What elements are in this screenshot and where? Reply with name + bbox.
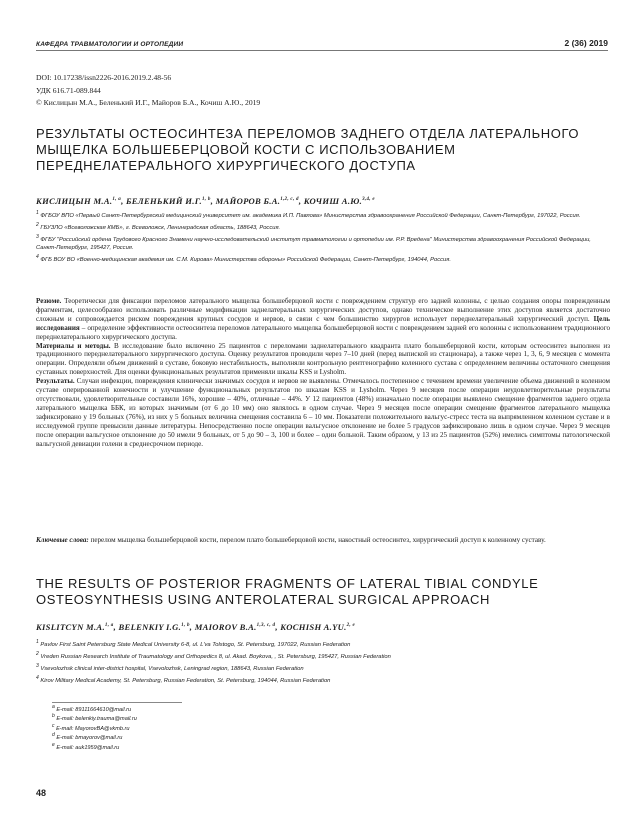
author-name: КИСЛИЦЫН М.А.	[36, 196, 113, 206]
affiliation: $^3$ Vsevolozhsk clinical inter-district hospital, Vsevolozhsk, Leningrad region, 188643, Russian Federation	[36, 663, 304, 672]
affiliation: $^1$ ФГБОУ ВПО «Первый Санкт-Петербургский медицинский университет им. академика И.П. Павлова» Министерства здравоохранения Российской Федерации, Санкт-Петербург, 197022, Россия.	[36, 210, 581, 219]
author-name: БЕЛЕНЬКИЙ И.Г.	[125, 196, 202, 206]
affiliation: $^2$ ГБУЗЛО «Всеволожская КМБ», г. Всеволожск, Ленинградская область, 188643, Россия.	[36, 221, 281, 231]
author-sup: 1, a	[104, 623, 114, 629]
affiliation: $^1$ Pavlov First Saint Petersburg State Medical University 6-8, ul. L'va Tolstogo, St. Petersburg, 197022, Russian Federation	[36, 639, 351, 648]
email-line: $^a$ E-mail: 89111664610@mail.ru	[52, 704, 132, 713]
affiliation: $^2$ Vreden Russian Research Institute of Traumatology and Orthopedics 8, ul. Akad. Boykova, , St. Petersburg, 195427, Russian Federation	[36, 651, 391, 660]
author-name: KOCHISH A.YU.	[280, 622, 347, 632]
author-sup: 1, a	[112, 197, 122, 203]
affiliation: $^4$ ФГБ ВОУ ВО «Военно-медицинская академия им. С.М. Кирова» Министерства обороны» Российской Федерации, Санкт-Петербург, 194044, Россия.	[36, 254, 451, 264]
keywords-label: Ключевые слова:	[36, 536, 89, 544]
keywords	[36, 536, 610, 545]
article-meta	[36, 72, 260, 110]
author-name: KISLITCYN M.A.	[36, 622, 105, 632]
header-section: КАФЕДРА ТРАВМАТОЛОГИИ И ОРТОПЕДИИ	[36, 41, 184, 48]
authors-russian: КИСЛИЦЫН М.А.$^{1, a}$, БЕЛЕНЬКИЙ И.Г.$^{1, b}$, МАЙОРОВ Б.А.$^{1,2, c, d}$, КОЧИШ А.Ю.$^{3,4, e}$	[36, 196, 375, 206]
email-line: $^d$ E-mail: bmayorov@mail.ru	[52, 732, 123, 742]
header-issue: 2 (36) 2019	[564, 38, 608, 48]
doi: DOI: 10.17238/issn2226-2016.2019.2.48-56	[36, 73, 172, 82]
running-header	[36, 34, 608, 51]
footnote-divider	[52, 702, 182, 703]
authors-english: KISLITCYN M.A.$^{1, a}$, BELENKIY I.G.$^{1, b}$, MAIOROV B.A.$^{1,3, c, d}$, KOCHISH A.YU.$^{2, e}$	[36, 622, 356, 632]
affiliations-english	[36, 640, 610, 688]
author-name: MAIOROV B.A.	[194, 622, 257, 632]
author-sup: 1,2, c, d	[280, 197, 299, 203]
udc: УДК 616.71-089.844	[36, 85, 101, 95]
email-line: $^e$ E-mail: auk1959@mail.ru	[52, 741, 120, 751]
keywords-text: перелом мыщелка большеберцовой кости, перелом плато большеберцовой кости, накостный остеосинтез, хирургический доступ к коленному суставу.	[88, 536, 546, 544]
author-sup: 1,3, c, d	[256, 623, 276, 629]
author-sup: 1, b	[181, 623, 190, 629]
email-line: $^b$ E-mail: belenkiy.trauma@mail.ru	[52, 713, 137, 723]
author-sup: 3,4, e	[362, 197, 375, 203]
abstract-summary: Резюме. Теоретически для фиксации переломов латерального мыщелка большеберцовой кости с повреждением структур его задней колонны, с целью создания опоры поврежденным фрагментам, целесообразно использовать различные модификации заднелатеральных хирургических доступов, однако техническое выполнение этих доступов является достаточно сложным и сопровождается риском повреждения крупных сосудов и нервов, в связи с чем большинство хирургов использует переднелатеральный хирургический доступ. Цель исследования – определение эффективности остеосинтеза переломов латерального мыщелка большеберцовой кости с повреждением задней его колонны с использованием традиционного переднелатерального хирургического доступа.	[36, 297, 610, 341]
copyright: © Кислицын М.А., Беленький И.Г., Майоров Б.А., Кочиш А.Ю., 2019	[36, 98, 261, 107]
abstract	[36, 297, 610, 448]
title-russian: РЕЗУЛЬТАТЫ ОСТЕОСИНТЕЗА ПЕРЕЛОМОВ ЗАДНЕГО ОТДЕЛА ЛАТЕРАЛЬНОГО МЫЩЕЛКА БОЛЬШЕБЕРЦОВОЙ КОСТИ С ИСПОЛЬЗОВАНИЕМ ПЕРЕДНЕЛАТЕРАЛЬНОГО ХИРУРГИЧЕСКОГО ДОСТУПА	[36, 126, 580, 173]
affiliations-russian	[36, 212, 610, 268]
author-sup: 2, e	[346, 623, 356, 629]
affiliation: $^4$ Kirov Military Medical Academy, St. Petersburg, Russian Federation, St. Petersburg, 194044, Russian Federation	[36, 675, 331, 684]
author-name: КОЧИШ А.Ю.	[303, 196, 363, 206]
abstract-results: Результаты. Случаи инфекции, повреждения клинически значимых сосудов и нервов не выявлены. Отмечалось постепенное с течением времени увеличение объема движений в коленном суставе оперированной конечности и улучшение функциональных результатов по шкалам KSS и Lysholm. Через 9 месяцев после операции неудовлетворительные результаты отсутствовали, удовлетворительные составили 16%, хорошие – 40%, отличные – 44%. У 12 пациентов (48%) изначально после операции выявлено смещение фрагментов заднего отдела латерального мыщелка ББК, из которых значимым (от 6 до 10 мм) оно являлось в одном случае. Через 9 месяцев после операции смещение фрагментов латерального мыщелка зафиксировано у 19 больных (76%), из них у 5 больных величина смещения составила 6 – 10 мм. Показатели положительного вальгус-стресс теста на выпрямленном коленном суставе и в исследуемой группе превысили данные литературы. Непосредственно после операции вальгусное отклонение не более 5 градусов зафиксировано лишь в одном случае. Через 9 месяцев после операции вальгусное отклонение до 50 имели 9 больных, от 5 до 90 – 3, 100 и более – один больной. Таким образом, у 13 из 25 пациентов (52%) имелись симптомы патологической вальгусной девиации голени в среднесрочном периоде.	[36, 377, 610, 448]
affiliation: $^3$ ФГБУ "Российский ордена Трудового Красного Знамени научно-исследовательский институт травматологии и ортопедии им. Р.Р. Вредена" Министерства здравоохранения Российской Федерации, Санкт-Петербург, 195427, Россия.	[36, 233, 591, 252]
title-english: THE RESULTS OF POSTERIOR FRAGMENTS OF LATERAL TIBIAL CONDYLE OSTEOSYNTHESIS USING ANTEROLATERAL SURGICAL APPROACH	[36, 576, 539, 607]
abstract-methods: Материалы и методы. В исследование было включено 25 пациентов с переломами заднелатерального квадранта плато большеберцовой кости, которым остеосинтез выполнен из традиционного переднелатерального хирургического доступа. Оценку результатов проводили через 7–10 дней (перед выпиской из стационара), а также через 1, 3, 6, 9 месяцев с момента операции. Определяли объем движений в суставе, боковую нестабильность, выполняли контрольную рентгенографию коленного сустава с определением величины остаточного смещения суставных поверхностей. Для оценки функциональных результатов применяли шкалы KSS и Lysholm.	[36, 341, 610, 377]
author-sup: 1, b	[202, 197, 211, 203]
author-name: МАЙОРОВ Б.А.	[215, 196, 281, 206]
author-name: BELENKIY I.G.	[118, 622, 182, 632]
email-line: $^c$ E-mail: MayorovBA@vkmb.ru	[52, 722, 130, 732]
page-number: 48	[36, 788, 47, 798]
footnote-emails	[52, 706, 137, 753]
